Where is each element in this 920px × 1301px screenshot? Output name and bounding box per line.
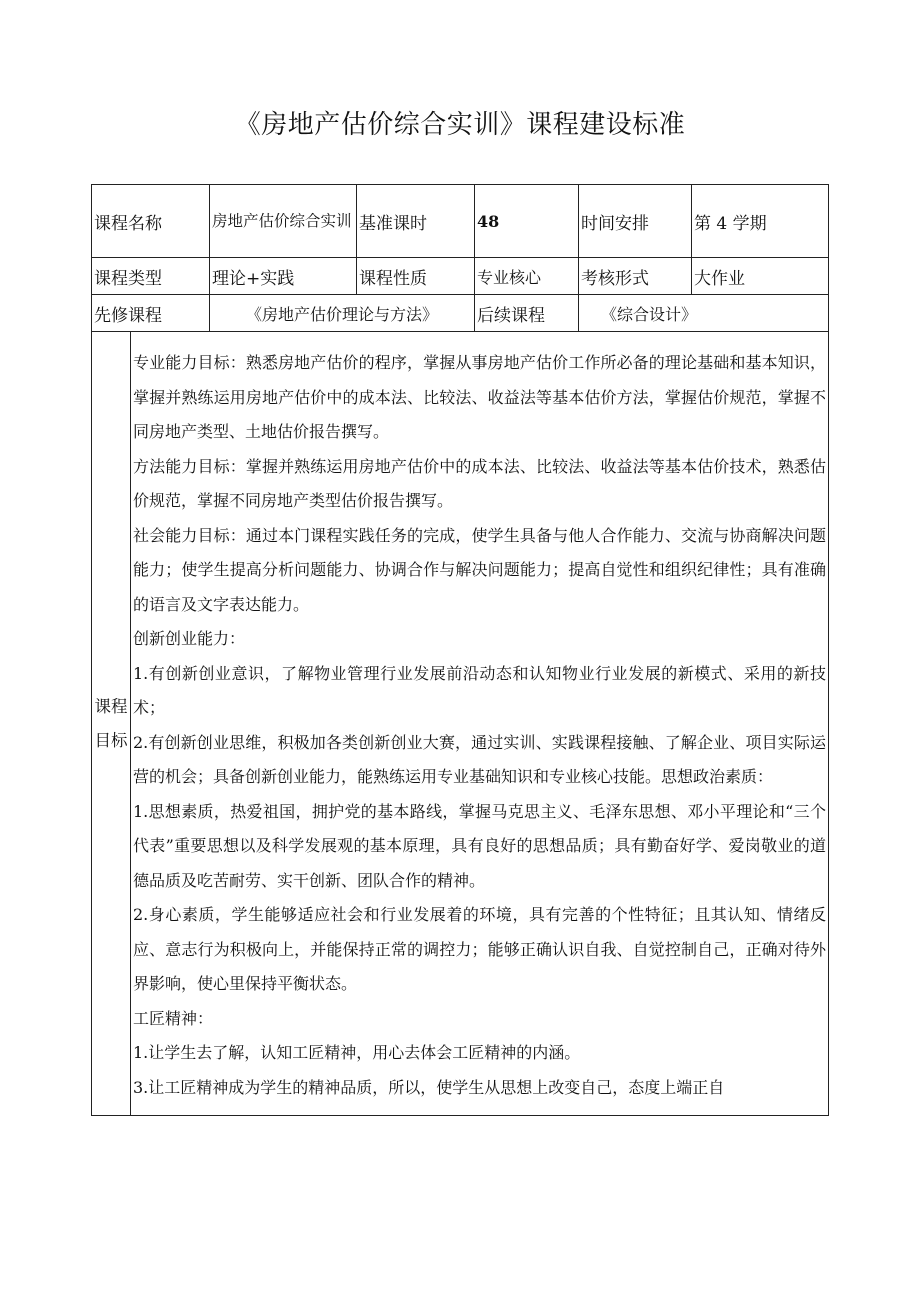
course-type-value: 理论+实践 [210, 258, 357, 295]
table-row [92, 185, 829, 258]
table-row [92, 332, 829, 1116]
table-row [92, 258, 829, 295]
goals-label: 课程目标 [92, 332, 131, 1116]
followup-label: 后续课程 [475, 295, 579, 332]
schedule-value: 第 4 学期 [692, 185, 829, 258]
course-type-label: 课程类型 [92, 258, 210, 295]
goal-paragraph: 1.让学生去了解，认知工匠精神，用心去体会工匠精神的内涵。 [133, 1043, 581, 1062]
goal-paragraph: 3.让工匠精神成为学生的精神品质，所以，使学生从思想上改变自己，态度上端正自 [133, 1077, 725, 1097]
assessment-value: 大作业 [692, 258, 829, 295]
prereq-label: 先修课程 [92, 295, 210, 332]
course-name-label: 课程名称 [92, 185, 210, 258]
goal-paragraph: 1.有创新创业意识，了解物业管理行业发展前沿动态和认知物业行业发展的新模式、采用的新技术； [133, 663, 826, 717]
followup-value: 《综合设计》 [579, 295, 829, 332]
goal-paragraph: 1.思想素质，热爱祖国，拥护党的基本路线，掌握马克思主义、毛泽东思想、邓小平理论和“三个代表”重要思想以及科学发展观的基本原理，具有良好的思想品质；具有勤奋好学、爱岗敬业的道德品质及吃苦耐劳、实干创新、团队合作的精神。 [133, 801, 826, 890]
goal-paragraph: 社会能力目标：通过本门课程实践任务的完成，使学生具备与他人合作能力、交流与协商解决问题能力；使学生提高分析问题能力、协调合作与解决问题能力；提高自觉性和组织纪律性；具有准确的语言及文字表达能力。 [133, 525, 826, 614]
course-nature-value: 专业核心 [475, 258, 579, 295]
goal-paragraph: 工匠精神： [133, 1008, 214, 1028]
goal-paragraph: 专业能力目标：熟悉房地产估价的程序，掌握从事房地产估价工作所必备的理论基础和基本知识，掌握并熟练运用房地产估价中的成本法、比较法、收益法等基本估价方法，掌握估价规范，掌握不同房地产类型、土地估价报告撰写。 [133, 353, 826, 441]
table-row [92, 295, 829, 332]
assessment-label: 考核形式 [579, 258, 692, 295]
goal-paragraph: 创新创业能力： [133, 629, 246, 648]
goals-content [131, 332, 829, 1116]
prereq-value: 《房地产估价理论与方法》 [210, 295, 475, 332]
course-info-table [91, 184, 829, 1116]
goal-paragraph: 方法能力目标：掌握并熟练运用房地产估价中的成本法、比较法、收益法等基本估价技术，熟悉估价规范，掌握不同房地产类型估价报告撰写。 [133, 456, 826, 510]
hours-value: 48 [475, 185, 579, 258]
schedule-label: 时间安排 [579, 185, 692, 258]
hours-label: 基准课时 [357, 185, 475, 258]
goal-paragraph: 2.有创新创业思维，积极加各类创新创业大赛，通过实训、实践课程接触、了解企业、项目实际运营的机会；具备创新创业能力，能熟练运用专业基础知识和专业核心技能。思想政治素质： [133, 732, 826, 786]
goal-paragraph: 2.身心素质，学生能够适应社会和行业发展着的环境，具有完善的个性特征；且其认知、情绪反应、意志行为积极向上，并能保持正常的调控力；能够正确认识自我、自觉控制自己，正确对待外界影响，使心里保持平衡状态。 [133, 905, 826, 993]
document-title: 《房地产估价综合实训》课程建设标准 [234, 110, 686, 140]
course-name-value: 房地产估价综合实训 [210, 185, 357, 258]
course-nature-label: 课程性质 [357, 258, 475, 295]
